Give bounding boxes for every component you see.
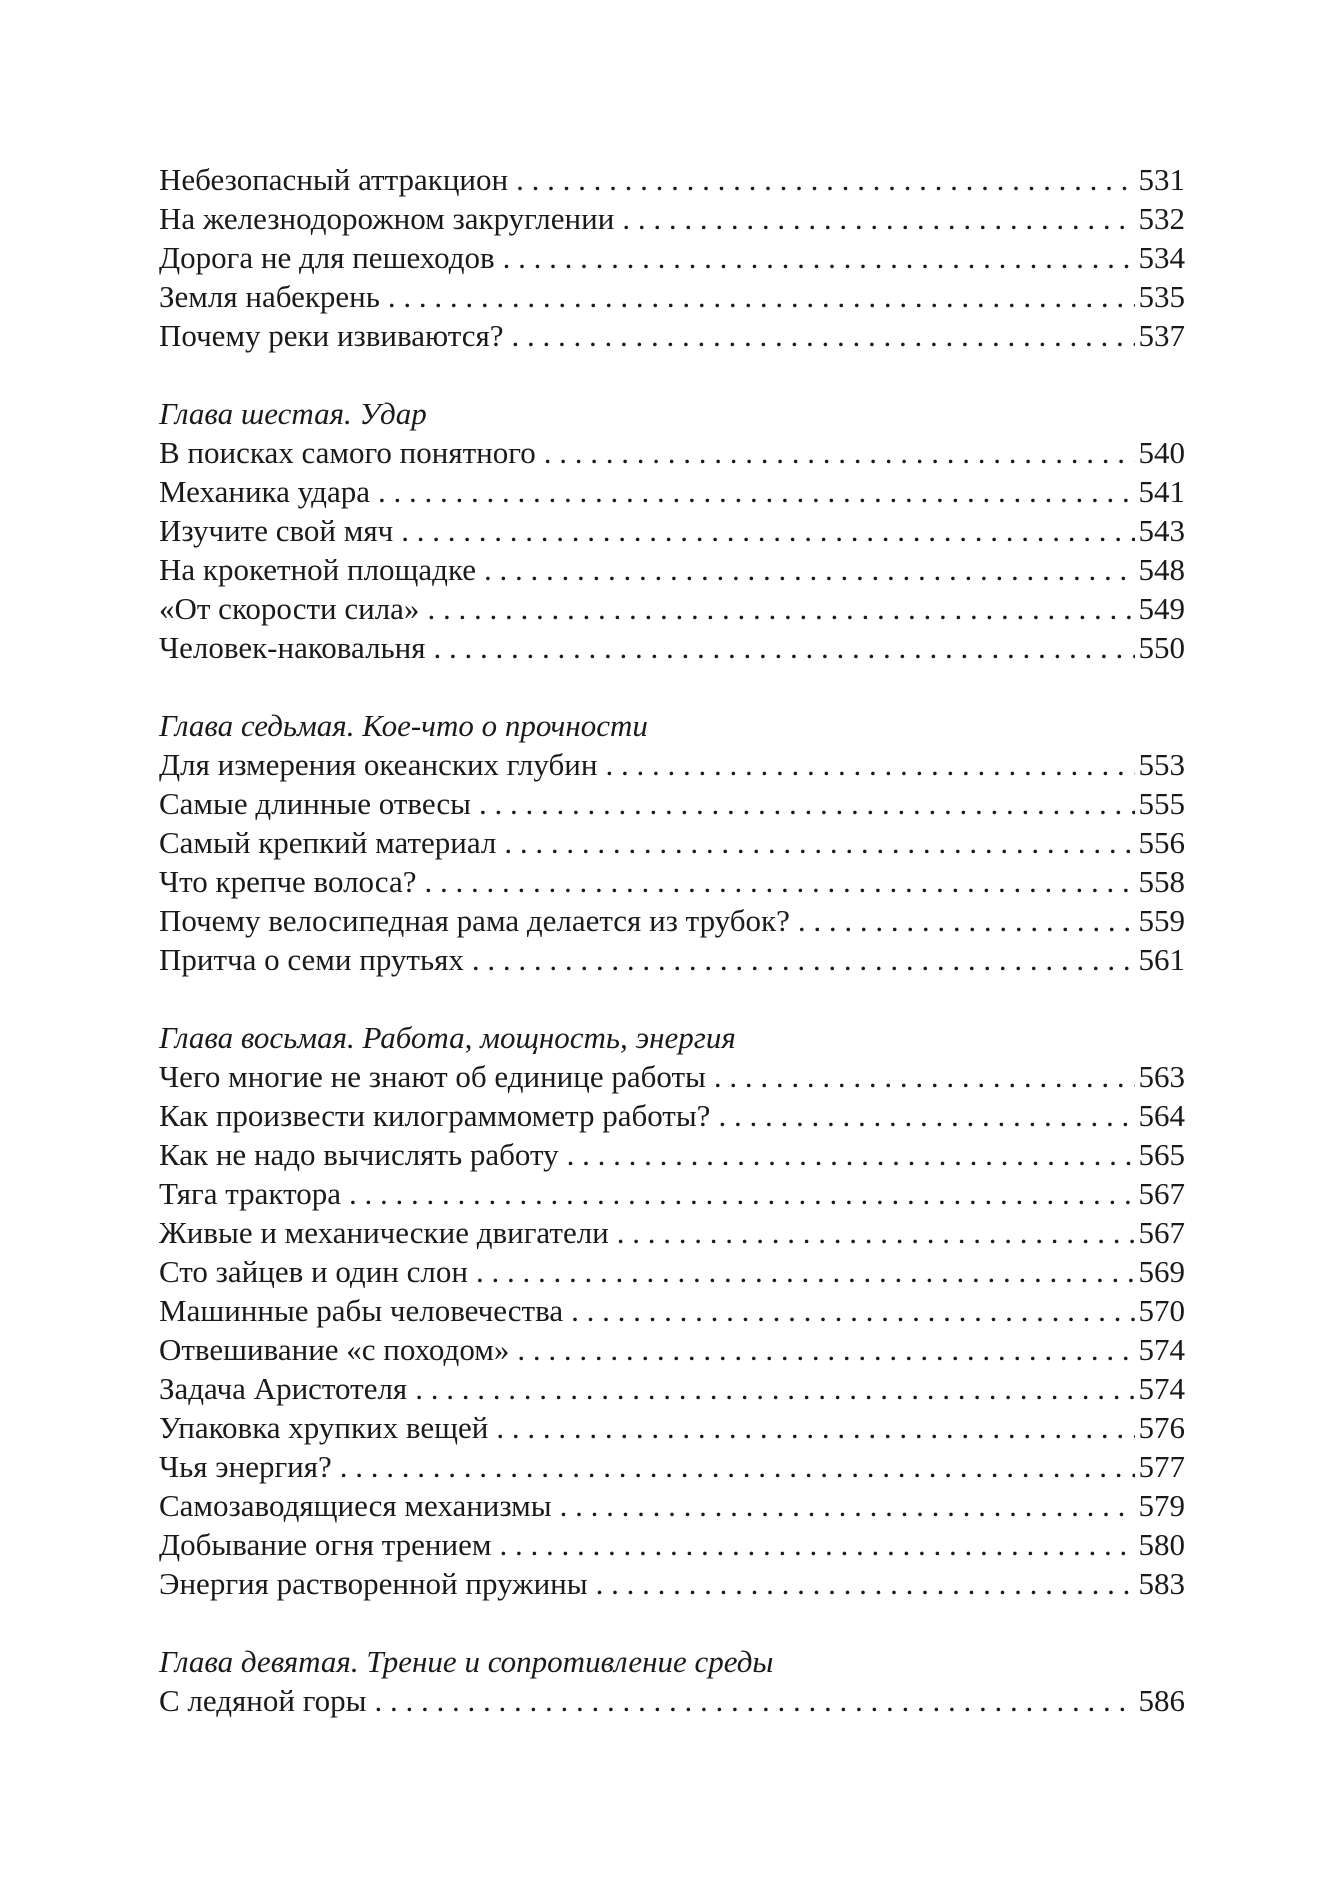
toc-entry-page-number: 563 [1138, 1059, 1185, 1094]
toc-entry-title: Чья энергия? [159, 1449, 332, 1484]
dot-leader [472, 940, 1135, 979]
toc-entry-title: Человек-наковальня [159, 630, 426, 665]
toc-entry-page-number: 548 [1138, 552, 1185, 587]
dot-leader [622, 199, 1134, 238]
toc-entry-title: Живые и механические двигатели [159, 1215, 609, 1250]
toc-entry[interactable] [159, 940, 1185, 979]
toc-entry-page-number: 550 [1138, 630, 1185, 665]
toc-entry-title: Почему велосипедная рама делается из трубок? [159, 903, 790, 938]
dot-leader [496, 1408, 1134, 1447]
toc-entry-page-number: 553 [1138, 747, 1185, 782]
toc-entry-page-number: 559 [1138, 903, 1185, 938]
toc-entry-page-number: 555 [1138, 786, 1185, 821]
toc-entry-page-number: 534 [1138, 240, 1185, 275]
toc-entry[interactable] [159, 823, 1185, 862]
toc-entry[interactable] [159, 316, 1185, 355]
dot-leader [517, 1330, 1134, 1369]
dot-leader [427, 589, 1134, 628]
toc-entry-page-number: 569 [1138, 1254, 1185, 1289]
toc-entry[interactable] [159, 1291, 1185, 1330]
toc-entry-title: Самозаводящиеся механизмы [159, 1488, 552, 1523]
dot-leader [714, 1057, 1135, 1096]
chapter-heading: Глава девятая. Трение и сопротивление среды [159, 1644, 774, 1679]
toc-entry[interactable] [159, 277, 1185, 316]
toc-entry-page-number: 565 [1138, 1137, 1185, 1172]
toc-entry[interactable] [159, 589, 1185, 628]
dot-leader [479, 784, 1135, 823]
toc-entry-title: Сто зайцев и один слон [159, 1254, 468, 1289]
dot-leader [718, 1096, 1134, 1135]
dot-leader [374, 1681, 1134, 1720]
toc-entry[interactable] [159, 238, 1185, 277]
toc-entry[interactable] [159, 862, 1185, 901]
toc-entry[interactable] [159, 550, 1185, 589]
dot-leader [401, 511, 1134, 550]
toc-entry[interactable] [159, 1408, 1185, 1447]
toc-entry-page-number: 535 [1138, 279, 1185, 314]
toc-entry-page-number: 561 [1138, 942, 1185, 977]
toc-entry-page-number: 570 [1138, 1293, 1185, 1328]
toc-entry[interactable] [159, 1096, 1185, 1135]
dot-leader [617, 1213, 1135, 1252]
dot-leader [798, 901, 1135, 940]
toc-entry-page-number: 580 [1138, 1527, 1185, 1562]
toc-entry-title: «От скорости сила» [159, 591, 420, 626]
toc-entry[interactable] [159, 511, 1185, 550]
toc-entry[interactable] [159, 472, 1185, 511]
toc-entry-page-number: 583 [1138, 1566, 1185, 1601]
toc-entry-page-number: 574 [1138, 1371, 1185, 1406]
toc-entry[interactable] [159, 1447, 1185, 1486]
toc-entry-title: Почему реки извиваются? [159, 318, 504, 353]
toc-entry[interactable] [159, 1564, 1185, 1603]
toc-entry-title: Отвешивание «с походом» [159, 1332, 510, 1367]
toc-entry-title: Самый крепкий материал [159, 825, 497, 860]
toc-section [159, 160, 1185, 355]
table-of-contents [159, 160, 1185, 1720]
toc-entry-page-number: 532 [1138, 201, 1185, 236]
toc-entry-page-number: 540 [1138, 435, 1185, 470]
dot-leader [503, 238, 1135, 277]
toc-section [159, 1642, 1185, 1720]
toc-entry-title: Что крепче волоса? [159, 864, 417, 899]
toc-entry-title: Машинные рабы человечества [159, 1293, 564, 1328]
dot-leader [349, 1174, 1135, 1213]
toc-entry-title: Самые длинные отвесы [159, 786, 471, 821]
dot-leader [516, 160, 1134, 199]
dot-leader [511, 316, 1134, 355]
dot-leader [434, 628, 1135, 667]
toc-entry[interactable] [159, 1135, 1185, 1174]
toc-entry-page-number: 567 [1138, 1176, 1185, 1211]
chapter-heading: Глава седьмая. Кое-что о прочности [159, 708, 648, 743]
toc-entry-page-number: 576 [1138, 1410, 1185, 1445]
toc-entry-title: С ледяной горы [159, 1683, 367, 1718]
toc-entry[interactable] [159, 1213, 1185, 1252]
dot-leader [484, 550, 1135, 589]
dot-leader [567, 1135, 1135, 1174]
toc-entry-title: Как не надо вычислять работу [159, 1137, 559, 1172]
toc-entry-page-number: 549 [1138, 591, 1185, 626]
dot-leader [544, 433, 1135, 472]
toc-entry-page-number: 541 [1138, 474, 1185, 509]
toc-entry-title: Упаковка хрупких вещей [159, 1410, 489, 1445]
dot-leader [476, 1252, 1135, 1291]
toc-entry[interactable] [159, 1174, 1185, 1213]
dot-leader [388, 277, 1135, 316]
toc-entry-title: На крокетной площадке [159, 552, 476, 587]
dot-leader [424, 862, 1134, 901]
toc-entry-title: Чего многие не знают об единице работы [159, 1059, 706, 1094]
toc-entry[interactable] [159, 199, 1185, 238]
toc-entry-page-number: 556 [1138, 825, 1185, 860]
toc-entry-title: Для измерения океанских глубин [159, 747, 598, 782]
toc-entry[interactable] [159, 745, 1185, 784]
chapter-heading: Глава восьмая. Работа, мощность, энергия [159, 1020, 736, 1055]
chapter-heading: Глава шестая. Удар [159, 396, 427, 431]
toc-entry-page-number: 574 [1138, 1332, 1185, 1367]
toc-entry-page-number: 586 [1138, 1683, 1185, 1718]
dot-leader [571, 1291, 1134, 1330]
toc-entry[interactable] [159, 901, 1185, 940]
toc-entry[interactable] [159, 160, 1185, 199]
toc-entry[interactable] [159, 1369, 1185, 1408]
toc-entry-page-number: 577 [1138, 1449, 1185, 1484]
toc-entry[interactable] [159, 433, 1185, 472]
dot-leader [605, 745, 1134, 784]
toc-entry-page-number: 531 [1138, 162, 1185, 197]
toc-section [159, 1018, 1185, 1603]
toc-entry[interactable] [159, 628, 1185, 667]
toc-entry-title: В поисках самого понятного [159, 435, 536, 470]
dot-leader [378, 472, 1135, 511]
toc-entry-title: Притча о семи прутьях [159, 942, 464, 977]
toc-entry-page-number: 579 [1138, 1488, 1185, 1523]
toc-entry[interactable] [159, 1525, 1185, 1564]
toc-entry-title: Задача Аристотеля [159, 1371, 408, 1406]
toc-entry[interactable] [159, 1681, 1185, 1720]
toc-entry[interactable] [159, 1486, 1185, 1525]
toc-entry-page-number: 558 [1138, 864, 1185, 899]
toc-entry-title: Механика удара [159, 474, 370, 509]
toc-entry-title: Тяга трактора [159, 1176, 341, 1211]
toc-entry-title: Небезопасный аттракцион [159, 162, 509, 197]
toc-entry-page-number: 543 [1138, 513, 1185, 548]
toc-section [159, 706, 1185, 979]
toc-entry[interactable] [159, 1252, 1185, 1291]
dot-leader [504, 823, 1134, 862]
toc-entry[interactable] [159, 1330, 1185, 1369]
toc-entry-title: Как произвести килограммометр работы? [159, 1098, 711, 1133]
toc-entry[interactable] [159, 1057, 1185, 1096]
dot-leader [596, 1564, 1135, 1603]
toc-entry-title: Дорога не для пешеходов [159, 240, 495, 275]
toc-entry-title: На железнодорожном закруглении [159, 201, 615, 236]
toc-entry-title: Энергия растворенной пружины [159, 1566, 588, 1601]
toc-entry-page-number: 537 [1138, 318, 1185, 353]
toc-entry-title: Земля набекрень [159, 279, 380, 314]
toc-entry-title: Добывание огня трением [159, 1527, 492, 1562]
dot-leader [499, 1525, 1134, 1564]
toc-entry-page-number: 564 [1138, 1098, 1185, 1133]
toc-entry[interactable] [159, 784, 1185, 823]
dot-leader [560, 1486, 1135, 1525]
toc-entry-title: Изучите свой мяч [159, 513, 394, 548]
dot-leader [415, 1369, 1134, 1408]
toc-entry-page-number: 567 [1138, 1215, 1185, 1250]
toc-section [159, 394, 1185, 667]
dot-leader [340, 1447, 1135, 1486]
